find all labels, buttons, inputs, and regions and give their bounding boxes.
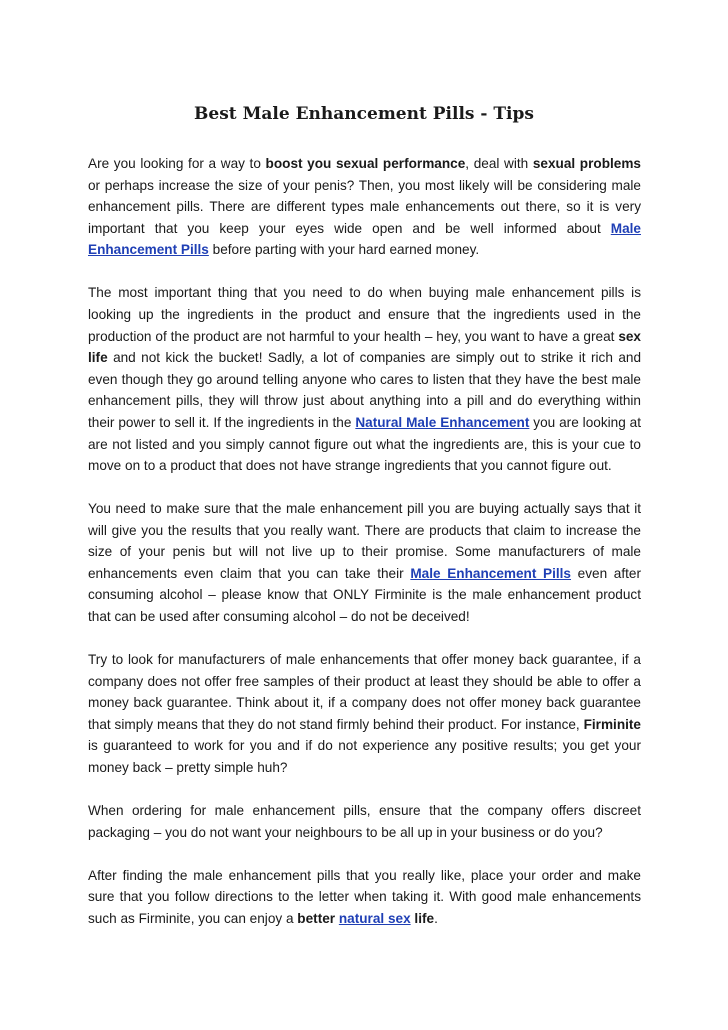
bold-text: life — [414, 910, 435, 926]
page-title: Best Male Enhancement Pills - Tips — [194, 104, 534, 124]
bold-text: Firminite — [583, 716, 641, 732]
text-run: When ordering for male enhancement pills, ensure that the company offers discreet packaging – you do not want your neighbours to be all up in your business or do you? — [88, 803, 641, 840]
text-run: is guaranteed to work for you and if do not experience any positive results; you get your money back – pretty simple huh? — [88, 738, 641, 776]
text-run: Are you looking for a way to — [88, 156, 266, 171]
paragraph-1 — [88, 153, 641, 261]
text-run: you are looking at are not listed and you simply cannot figure out what the ingredients are, this is your cue to move on to a product that does not have strange ingredients that you cannot figure out. — [88, 414, 642, 474]
text-run: The most important thing that you need to do when buying male enhancement pills is looking up the ingredients in the product and ensure that the ingredients used in the production of the product are not harmful to your health – hey, you want to have a great — [88, 285, 641, 344]
male-enhancement-pills-link[interactable]: Male Enhancement Pills — [88, 220, 641, 258]
male-enhancement-pills-link-2[interactable]: Male Enhancement Pills — [410, 565, 571, 581]
text-run: Try to look for manufacturers of male enhancements that offer money back guarantee, if a company does not offer free samples of their product at least they should be able to offer a money back guarantee. Think about it, if a company does not offer money back guarantee that simply means that they do not stand firmly behind their product. For instance, — [88, 652, 641, 732]
document-body — [88, 153, 641, 951]
paragraph-6 — [88, 865, 641, 930]
text-run: After finding the male enhancement pills that you really like, place your order and make sure that you follow directions to the letter when taking it. With good male enhancements such as Firminite, you can enjoy a — [88, 867, 641, 926]
bold-text: better — [297, 910, 336, 926]
paragraph-2 — [88, 282, 641, 476]
text-run: . — [434, 910, 438, 926]
text-run: and not kick the bucket! Sadly, a lot of companies are simply out to strike it rich and even though they go around telling anyone who cares to listen that they have the best male enhancement pills, they will throw just about anything into a pill and do everything within their power to sell it. If the ingredients in the — [88, 350, 641, 430]
text-run: before parting with your hard earned money. — [208, 242, 480, 258]
paragraph-3 — [88, 498, 641, 628]
bold-text: boost you sexual performance — [265, 156, 466, 171]
paragraph-4 — [88, 649, 641, 779]
bold-text: sex life — [88, 328, 641, 366]
text-run: You need to make sure that the male enhancement pill you are buying actually says that it will give you the results that you really want. There are products that claim to increase the size of your penis but will not live up to their promise. Some manufacturers of male enhancements even claim that you can take their — [88, 501, 641, 581]
paragraph-5 — [88, 800, 641, 843]
text-run: even after consuming alcohol – please know that ONLY Firminite is the male enhancement product that can be used after consuming alcohol – do not be deceived! — [88, 565, 642, 625]
text-run: or perhaps increase the size of your penis? Then, you most likely will be considering male enhancement pills. There are different types male enhancements out there, so it is very important that you keep your eyes wide open and be well informed about — [88, 177, 641, 236]
natural-sex-link[interactable]: natural sex — [338, 910, 411, 926]
text-run: , deal with — [465, 156, 533, 171]
natural-male-enhancement-link[interactable]: Natural Male Enhancement — [355, 414, 530, 430]
bold-text: sexual problems — [532, 156, 641, 171]
